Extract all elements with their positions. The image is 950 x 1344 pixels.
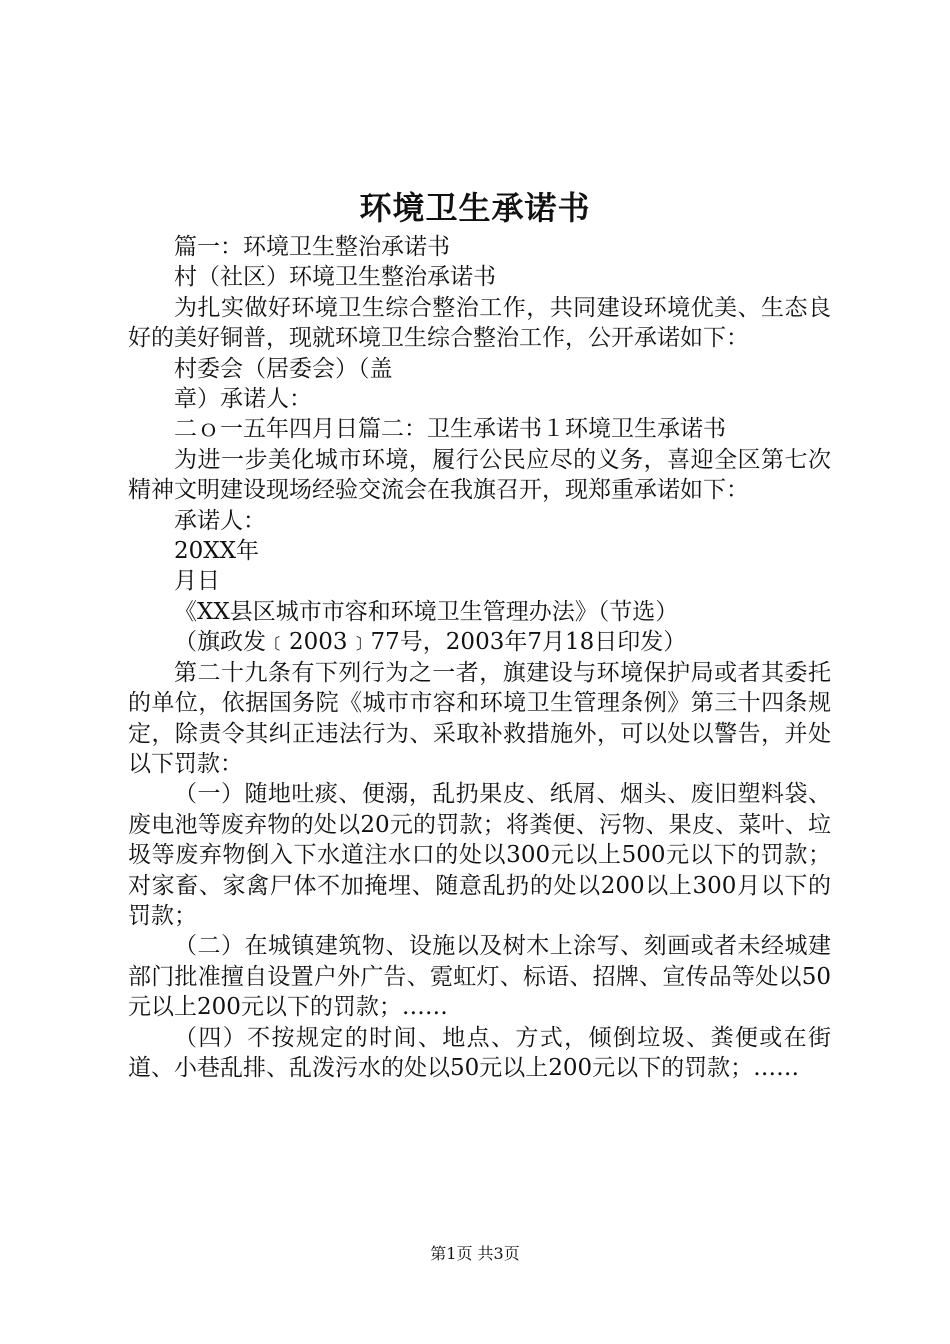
paragraph-14: （二）在城镇建筑物、设施以及树木上涂写、刻画或者未经城建部门批准擅自设置户外广告、霓虹灯、标语、招牌、宣传品等处以50元以上200元以下的罚款；…… xyxy=(128,933,831,1021)
paragraph-10: 《XX县区城市市容和环境卫生管理办法》（节选） xyxy=(174,598,679,625)
paragraph-0: 篇一：环境卫生整治承诺书 xyxy=(174,234,450,260)
document-body xyxy=(128,232,831,1083)
paragraph-12: 第二十九条有下列行为之一者，旗建设与环境保护局或者其委托的单位，依据国务院《城市市容和环境卫生管理条例》第三十四条规定，除责令其纠正违法行为、采取补救措施外，可以处以警告，并处以下罚款： xyxy=(128,659,831,777)
page-footer: 第1页 共3页 xyxy=(430,1244,520,1263)
paragraph-11: （旗政发﹝2003﹞77号，2003年7月18日印发） xyxy=(174,629,687,656)
paragraph-15: （四）不按规定的时间、地点、方式，倾倒垃圾、粪便或在街道、小巷乱排、乱泼污水的处以50元以上200元以下的罚款；…… xyxy=(128,1024,831,1081)
paragraph-1: 村（社区）环境卫生整治承诺书 xyxy=(174,264,496,291)
paragraph-8: 20XX年 xyxy=(174,538,260,565)
paragraph-6: 为进一步美化城市环境，履行公民应尽的义务，喜迎全区第七次精神文明建设现场经验交流会在我旗召开，现郑重承诺如下： xyxy=(128,446,831,504)
paragraph-5: 二ｏ一五年四月日篇二：卫生承诺书１环境卫生承诺书 xyxy=(174,416,726,443)
page-title: 环境卫生承诺书 xyxy=(359,189,591,227)
paragraph-7: 承诺人： xyxy=(174,507,266,534)
paragraph-2: 为扎实做好环境卫生综合整治工作，共同建设环境优美、生态良好的美好铜普，现就环境卫生综合整治工作，公开承诺如下： xyxy=(128,294,831,352)
paragraph-9: 月日 xyxy=(174,568,220,595)
paragraph-13: （一）随地吐痰、便溺，乱扔果皮、纸屑、烟头、废旧塑料袋、废电池等废弃物的处以20元的罚款；将粪便、污物、果皮、菜叶、垃圾等废弃物倒入下水道注水口的处以300元以上500元以下的罚款；对家畜、家禽尸体不加掩埋、随意乱扔的处以200以上300月以下的罚款； xyxy=(128,781,831,929)
paragraph-3: 村委会（居委会）（盖 xyxy=(174,355,393,382)
paragraph-4: 章）承诺人： xyxy=(174,386,312,413)
